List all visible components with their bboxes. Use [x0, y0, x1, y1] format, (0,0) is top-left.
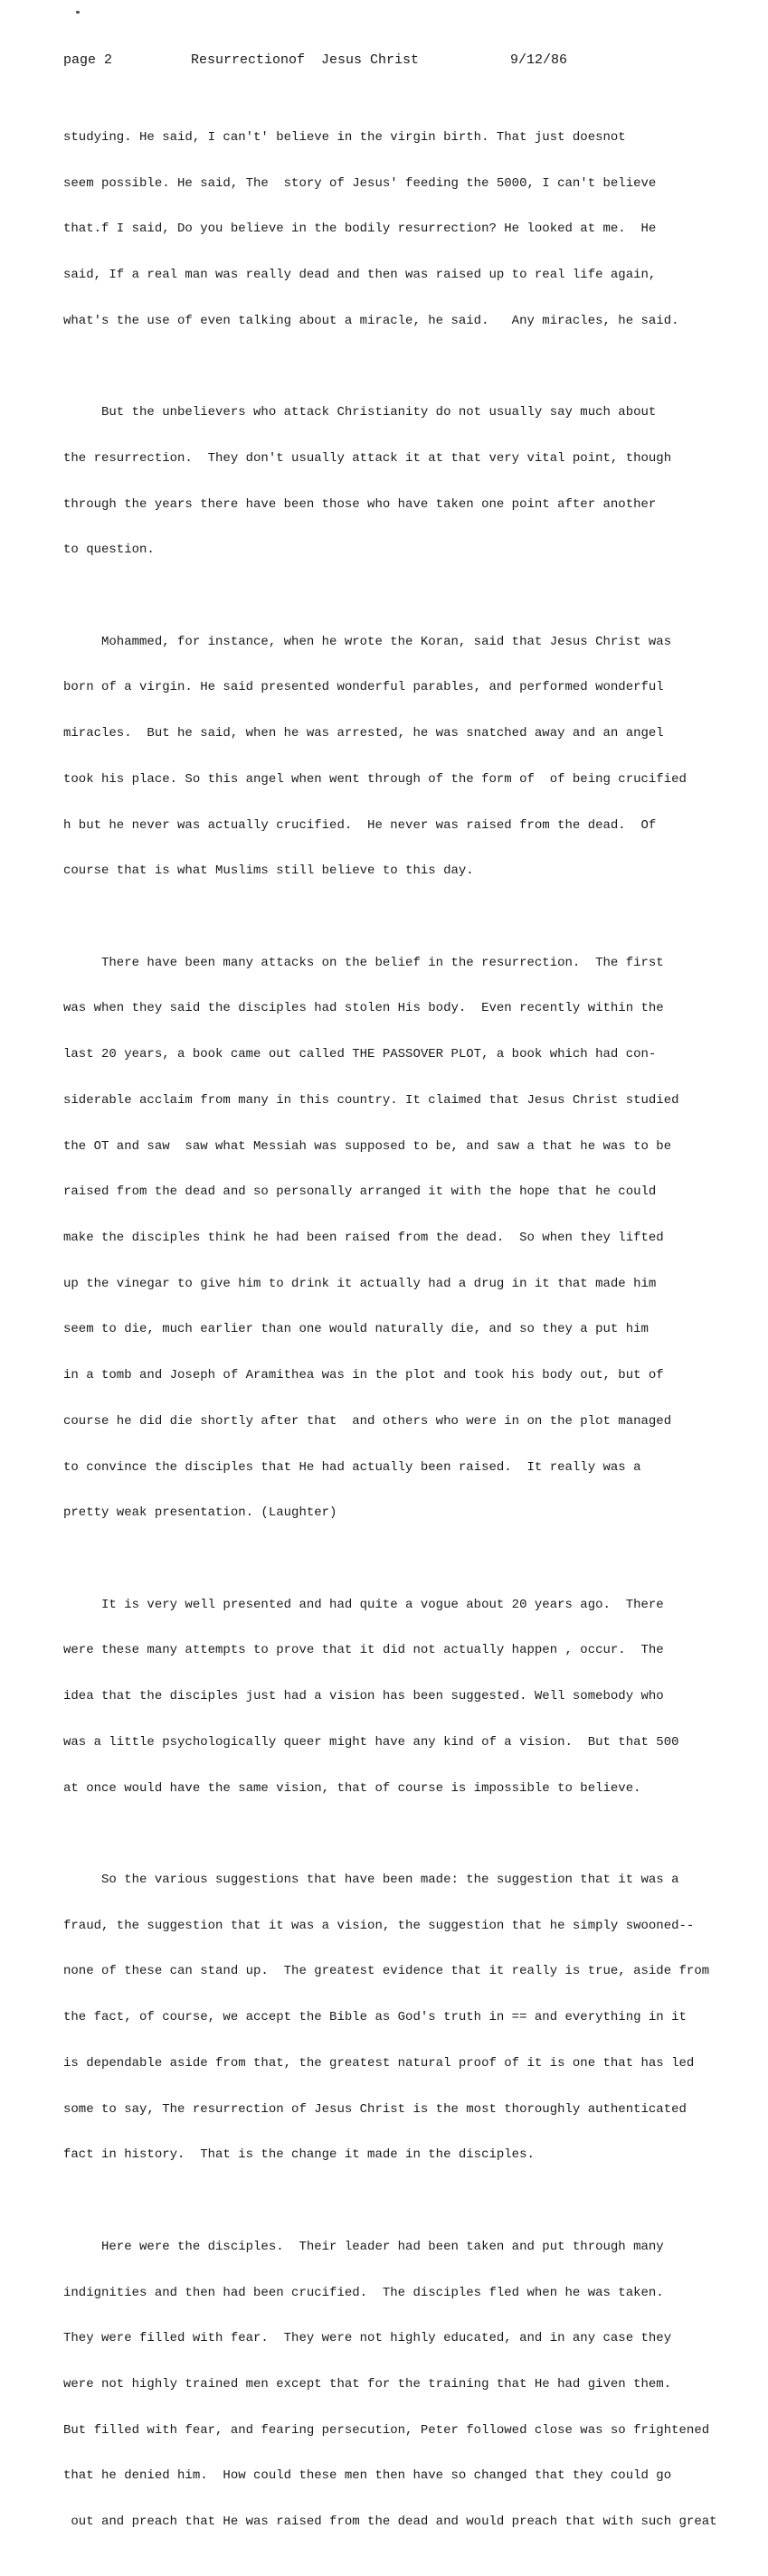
text-line: the OT and saw saw what Messiah was supposed to be, and saw a that he was to be — [63, 1138, 672, 1154]
text-line: the fact, of course, we accept the Bible as God's truth in == and everything in it — [63, 2010, 687, 2025]
text-line: seem to die, much earlier than one would naturally die, and so they a put him — [63, 1322, 649, 1337]
text-line: Here were the disciples. Their leader had been taken and put through many — [63, 2239, 664, 2254]
text-line: Mohammed, for instance, when he wrote the Koran, said that Jesus Christ was — [63, 634, 672, 649]
text-line: h but he never was actually crucified. He never was raised from the dead. Of — [63, 817, 657, 833]
text-line: raised from the dead and so personally arranged it with the hope that he could — [63, 1184, 657, 1200]
document-title: Resurrectionof Jesus Christ — [191, 52, 420, 68]
text-line: born of a virgin. He said presented wonderful parables, and performed wonderful — [63, 680, 664, 695]
paragraph-7 — [63, 2209, 724, 2561]
text-line: It is very well presented and had quite a vogue about 20 years ago. There — [63, 1597, 664, 1612]
text-line: They were filled with fear. They were not highly educated, and in any case they — [63, 2331, 672, 2346]
text-line: seem possible. He said, The story of Jesus' feeding the 5000, I can't believe — [63, 175, 657, 191]
text-line: some to say, The resurrection of Jesus Christ is the most thoroughly authenticated — [63, 2101, 687, 2117]
text-line: idea that the disciples just had a vision has been suggested. Well somebody who — [63, 1689, 664, 1704]
text-line: course he did die shortly after that and others who were in on the plot managed — [63, 1413, 672, 1429]
text-line: was when they said the disciples had stolen His body. Even recently within the — [63, 1001, 664, 1016]
text-line: But the unbelievers who attack Christianity do not usually say much about — [63, 405, 657, 420]
text-line: that.f I said, Do you believe in the bodily resurrection? He looked at me. He — [63, 222, 657, 237]
document-body — [63, 99, 724, 2576]
text-line: said, If a real man was really dead and then was raised up to real life again, — [63, 267, 657, 282]
page-number: page 2 — [63, 52, 113, 68]
text-line: last 20 years, a book came out called THE PASSOVER PLOT, a book which had con- — [63, 1047, 657, 1062]
text-line: to convince the disciples that He had actually been raised. It really was a — [63, 1459, 641, 1475]
text-line: was a little psychologically queer might have any kind of a vision. But that 500 — [63, 1734, 679, 1750]
text-line: studying. He said, I can't' believe in the virgin birth. That just doesnot — [63, 129, 626, 145]
text-line: were not highly trained men except that for the training that He had given them. — [63, 2376, 672, 2392]
text-line: took his place. So this angel when went through of the form of of being crucified — [63, 771, 687, 787]
text-line: fact in history. That is the change it made in the disciples. — [63, 2147, 535, 2163]
paper-speck — [76, 11, 80, 14]
text-line: is dependable aside from that, the greatest natural proof of it is one that has led — [63, 2055, 695, 2071]
text-line: pretty weak presentation. (Laughter) — [63, 1505, 337, 1521]
text-line: through the years there have been those who have taken one point after another — [63, 496, 657, 512]
text-line: fraud, the suggestion that it was a vision, the suggestion that he simply swooned-- — [63, 1918, 695, 1933]
text-line: what's the use of even talking about a miracle, he said. Any miracles, he said. — [63, 313, 679, 328]
paragraph-3 — [63, 604, 724, 910]
text-line: the resurrection. They don't usually attack it at that very vital point, though — [63, 450, 672, 466]
text-line: to question. — [63, 543, 155, 558]
text-line: at once would have the same vision, that of course is impossible to believe. — [63, 1780, 641, 1796]
paragraph-5 — [63, 1567, 724, 1826]
text-line: So the various suggestions that have been made: the suggestion that it was a — [63, 1873, 679, 1888]
paragraph-2 — [63, 374, 724, 589]
text-line: course that is what Muslims still believe to this day. — [63, 863, 474, 879]
text-line: miracles. But he said, when he was arrested, he was snatched away and an angel — [63, 726, 664, 741]
text-line: siderable acclaim from many in this country. It claimed that Jesus Christ studied — [63, 1092, 679, 1108]
paragraph-1 — [63, 99, 724, 359]
text-line: that he denied him. How could these men then have so changed that they could go — [63, 2468, 672, 2484]
text-line: up the vinegar to give him to drink it actually had a drug in it that made him — [63, 1276, 657, 1291]
text-line: indignities and then had been crucified. The disciples fled when he was taken. — [63, 2285, 664, 2300]
text-line: were these many attempts to prove that it did not actually happen , occur. The — [63, 1643, 664, 1658]
paragraph-6 — [63, 1842, 724, 2194]
text-line: in a tomb and Joseph of Aramithea was in the plot and took his body out, but of — [63, 1368, 664, 1383]
page-header — [63, 52, 715, 72]
text-line: out and preach that He was raised from the dead and would preach that with such great — [63, 2515, 717, 2530]
text-line: But filled with fear, and fearing persecution, Peter followed close was so frightened — [63, 2422, 710, 2438]
text-line: There have been many attacks on the belief in the resurrection. The first — [63, 955, 664, 970]
text-line: none of these can stand up. The greatest evidence that it really is true, aside from — [63, 1964, 710, 1979]
document-date: 9/12/86 — [510, 52, 568, 68]
paragraph-4 — [63, 925, 724, 1552]
text-line: make the disciples think he had been raised from the dead. So when they lifted — [63, 1231, 664, 1246]
